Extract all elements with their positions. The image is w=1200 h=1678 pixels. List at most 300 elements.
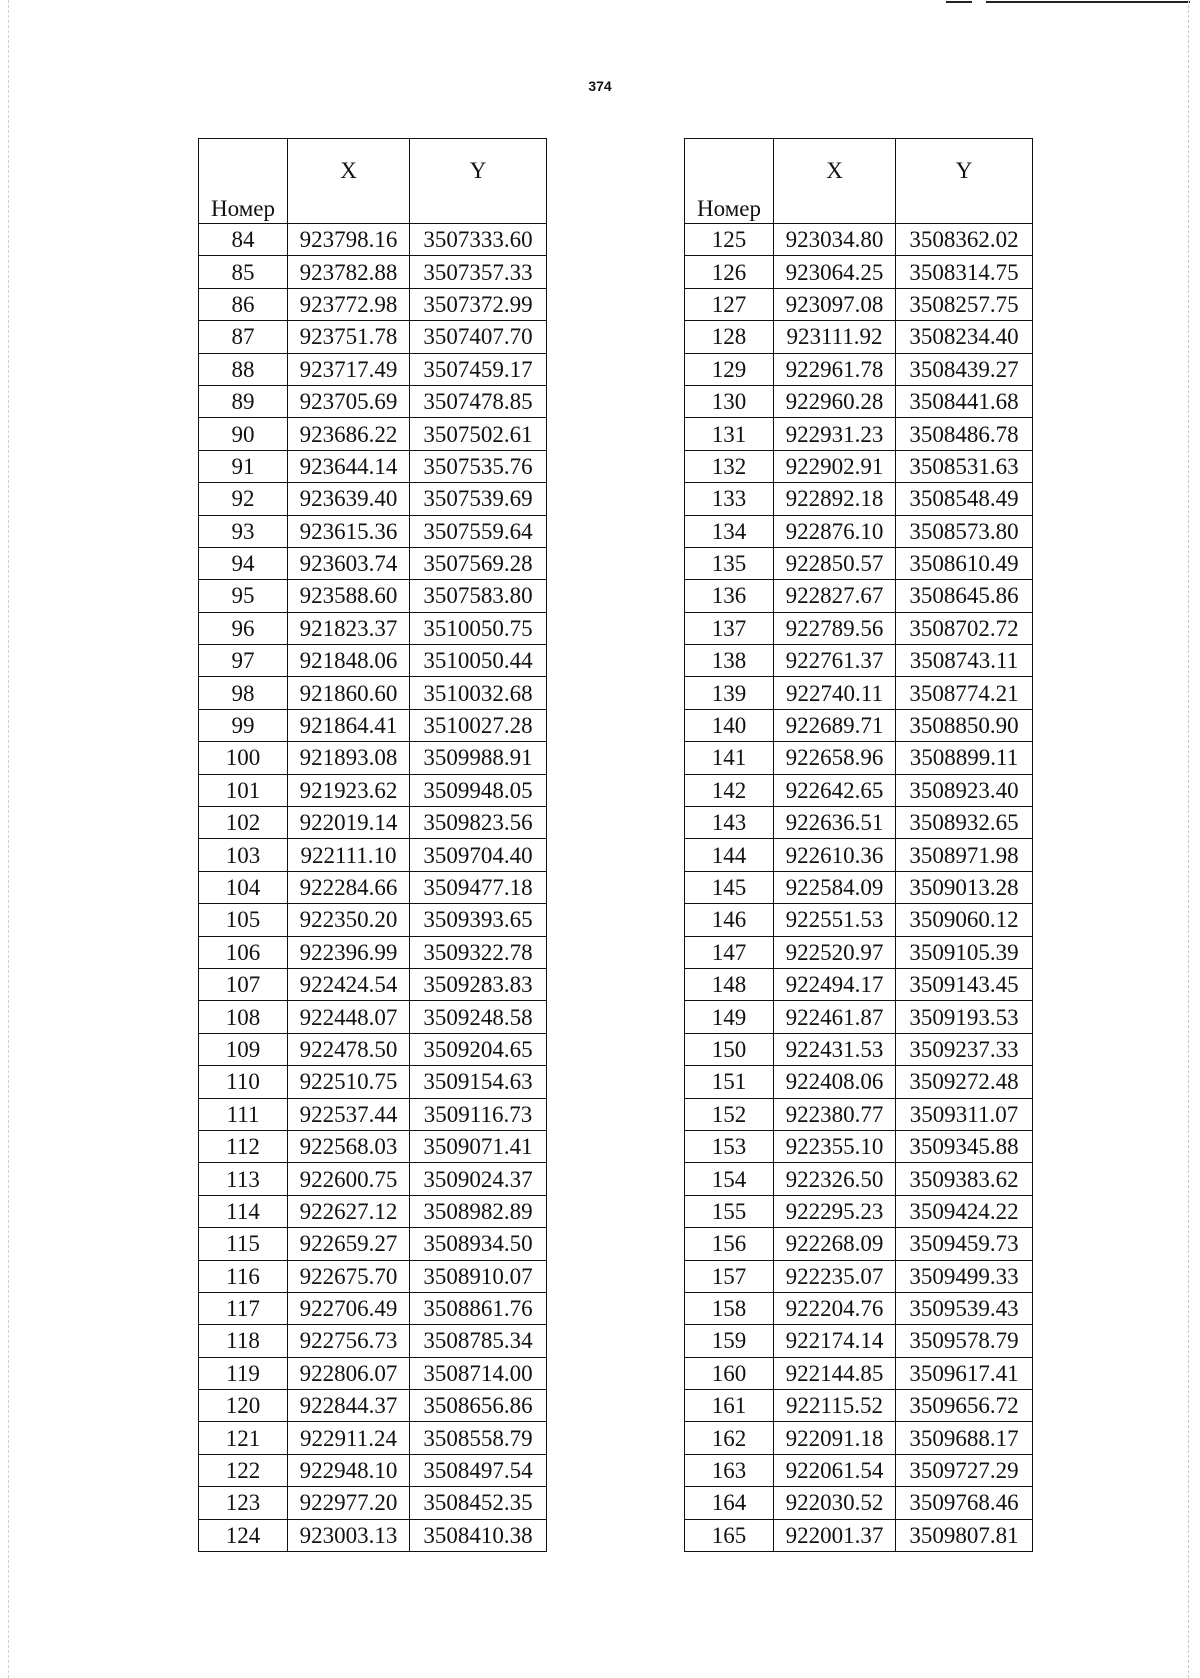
table-row bbox=[685, 807, 1033, 839]
cell-number: 130 bbox=[685, 385, 774, 417]
cell-number: 104 bbox=[199, 871, 288, 903]
table-body-left bbox=[199, 224, 547, 1552]
table-row bbox=[199, 871, 547, 903]
cell-number: 110 bbox=[199, 1066, 288, 1098]
header-number: Номер bbox=[685, 139, 774, 224]
cell-x: 922627.12 bbox=[288, 1195, 410, 1227]
cell-x: 922019.14 bbox=[288, 807, 410, 839]
table-row bbox=[685, 1454, 1033, 1486]
cell-x: 922740.11 bbox=[774, 677, 896, 709]
table-row bbox=[685, 353, 1033, 385]
cell-x: 922827.67 bbox=[774, 580, 896, 612]
cell-x: 923064.25 bbox=[774, 256, 896, 288]
table-row bbox=[685, 385, 1033, 417]
cell-y: 3507539.69 bbox=[410, 483, 547, 515]
coordinates-table-left bbox=[198, 138, 547, 1552]
table-row bbox=[685, 1195, 1033, 1227]
cell-number: 119 bbox=[199, 1357, 288, 1389]
cell-number: 98 bbox=[199, 677, 288, 709]
cell-x: 921860.60 bbox=[288, 677, 410, 709]
table-row bbox=[199, 547, 547, 579]
cell-x: 923686.22 bbox=[288, 418, 410, 450]
cell-number: 161 bbox=[685, 1390, 774, 1422]
cell-number: 146 bbox=[685, 904, 774, 936]
scan-right-edge bbox=[1188, 0, 1190, 1678]
cell-number: 140 bbox=[685, 709, 774, 741]
cell-y: 3508362.02 bbox=[896, 224, 1033, 256]
cell-x: 922600.75 bbox=[288, 1163, 410, 1195]
cell-y: 3508548.49 bbox=[896, 483, 1033, 515]
cell-number: 108 bbox=[199, 1001, 288, 1033]
table-row bbox=[199, 1325, 547, 1357]
cell-number: 149 bbox=[685, 1001, 774, 1033]
cell-y: 3509424.22 bbox=[896, 1195, 1033, 1227]
cell-number: 109 bbox=[199, 1033, 288, 1065]
table-row bbox=[199, 1130, 547, 1162]
table-row bbox=[685, 1260, 1033, 1292]
cell-x: 922510.75 bbox=[288, 1066, 410, 1098]
cell-number: 122 bbox=[199, 1454, 288, 1486]
table-row bbox=[685, 1519, 1033, 1551]
cell-y: 3508861.76 bbox=[410, 1292, 547, 1324]
cell-number: 145 bbox=[685, 871, 774, 903]
cell-x: 922892.18 bbox=[774, 483, 896, 515]
cell-y: 3509143.45 bbox=[896, 968, 1033, 1000]
table-row bbox=[199, 450, 547, 482]
cell-number: 99 bbox=[199, 709, 288, 741]
cell-x: 922478.50 bbox=[288, 1033, 410, 1065]
table-row bbox=[685, 871, 1033, 903]
cell-x: 922568.03 bbox=[288, 1130, 410, 1162]
cell-x: 922610.36 bbox=[774, 839, 896, 871]
table-row bbox=[199, 385, 547, 417]
cell-x: 922658.96 bbox=[774, 742, 896, 774]
table-row bbox=[685, 1228, 1033, 1260]
table-row bbox=[199, 709, 547, 741]
cell-number: 97 bbox=[199, 645, 288, 677]
header-y: Y bbox=[896, 139, 1033, 224]
table-row bbox=[199, 1454, 547, 1486]
cell-number: 112 bbox=[199, 1130, 288, 1162]
cell-x: 921823.37 bbox=[288, 612, 410, 644]
cell-number: 89 bbox=[199, 385, 288, 417]
cell-y: 3508774.21 bbox=[896, 677, 1033, 709]
cell-number: 126 bbox=[685, 256, 774, 288]
table-row bbox=[685, 547, 1033, 579]
table-row bbox=[685, 288, 1033, 320]
cell-number: 123 bbox=[199, 1487, 288, 1519]
cell-x: 922961.78 bbox=[774, 353, 896, 385]
cell-y: 3507535.76 bbox=[410, 450, 547, 482]
cell-number: 160 bbox=[685, 1357, 774, 1389]
table-row bbox=[685, 774, 1033, 806]
cell-x: 923772.98 bbox=[288, 288, 410, 320]
cell-number: 148 bbox=[685, 968, 774, 1000]
cell-x: 922520.97 bbox=[774, 936, 896, 968]
cell-y: 3509013.28 bbox=[896, 871, 1033, 903]
table-row bbox=[199, 807, 547, 839]
cell-number: 135 bbox=[685, 547, 774, 579]
cell-y: 3508610.49 bbox=[896, 547, 1033, 579]
cell-y: 3509499.33 bbox=[896, 1260, 1033, 1292]
table-row bbox=[199, 936, 547, 968]
cell-number: 88 bbox=[199, 353, 288, 385]
cell-x: 922876.10 bbox=[774, 515, 896, 547]
cell-y: 3507372.99 bbox=[410, 288, 547, 320]
table-row bbox=[199, 1098, 547, 1130]
cell-x: 922806.07 bbox=[288, 1357, 410, 1389]
cell-number: 84 bbox=[199, 224, 288, 256]
cell-x: 921923.62 bbox=[288, 774, 410, 806]
table-row bbox=[685, 1422, 1033, 1454]
cell-x: 923644.14 bbox=[288, 450, 410, 482]
table-row bbox=[199, 1390, 547, 1422]
cell-number: 101 bbox=[199, 774, 288, 806]
cell-number: 162 bbox=[685, 1422, 774, 1454]
table-row bbox=[199, 1260, 547, 1292]
cell-y: 3508234.40 bbox=[896, 321, 1033, 353]
cell-number: 132 bbox=[685, 450, 774, 482]
table-row bbox=[685, 677, 1033, 709]
cell-x: 922902.91 bbox=[774, 450, 896, 482]
cell-y: 3509807.81 bbox=[896, 1519, 1033, 1551]
cell-x: 923639.40 bbox=[288, 483, 410, 515]
table-row bbox=[685, 1357, 1033, 1389]
cell-number: 151 bbox=[685, 1066, 774, 1098]
cell-y: 3509578.79 bbox=[896, 1325, 1033, 1357]
cell-x: 922174.14 bbox=[774, 1325, 896, 1357]
cell-y: 3510032.68 bbox=[410, 677, 547, 709]
table-row bbox=[199, 1228, 547, 1260]
cell-x: 922424.54 bbox=[288, 968, 410, 1000]
cell-y: 3509024.37 bbox=[410, 1163, 547, 1195]
cell-y: 3510050.44 bbox=[410, 645, 547, 677]
table-row bbox=[685, 1033, 1033, 1065]
cell-x: 922284.66 bbox=[288, 871, 410, 903]
cell-x: 922761.37 bbox=[774, 645, 896, 677]
cell-number: 117 bbox=[199, 1292, 288, 1324]
cell-x: 922408.06 bbox=[774, 1066, 896, 1098]
cell-y: 3509459.73 bbox=[896, 1228, 1033, 1260]
table-row bbox=[199, 1033, 547, 1065]
table-row bbox=[199, 1357, 547, 1389]
cell-x: 922789.56 bbox=[774, 612, 896, 644]
cell-x: 923034.80 bbox=[774, 224, 896, 256]
cell-x: 922642.65 bbox=[774, 774, 896, 806]
cell-y: 3510027.28 bbox=[410, 709, 547, 741]
cell-number: 128 bbox=[685, 321, 774, 353]
cell-number: 125 bbox=[685, 224, 774, 256]
cell-number: 111 bbox=[199, 1098, 288, 1130]
cell-y: 3508441.68 bbox=[896, 385, 1033, 417]
cell-x: 923097.08 bbox=[774, 288, 896, 320]
cell-x: 922448.07 bbox=[288, 1001, 410, 1033]
cell-y: 3507459.17 bbox=[410, 353, 547, 385]
cell-y: 3508932.65 bbox=[896, 807, 1033, 839]
cell-number: 139 bbox=[685, 677, 774, 709]
table-row bbox=[685, 1098, 1033, 1130]
cell-number: 116 bbox=[199, 1260, 288, 1292]
cell-y: 3507407.70 bbox=[410, 321, 547, 353]
table-row bbox=[685, 450, 1033, 482]
table-row bbox=[685, 418, 1033, 450]
cell-number: 124 bbox=[199, 1519, 288, 1551]
cell-y: 3509060.12 bbox=[896, 904, 1033, 936]
cell-y: 3508314.75 bbox=[896, 256, 1033, 288]
cell-number: 102 bbox=[199, 807, 288, 839]
table-row bbox=[199, 1422, 547, 1454]
cell-x: 922494.17 bbox=[774, 968, 896, 1000]
table-row bbox=[685, 1292, 1033, 1324]
cell-x: 922001.37 bbox=[774, 1519, 896, 1551]
table-row bbox=[685, 612, 1033, 644]
cell-x: 922948.10 bbox=[288, 1454, 410, 1486]
cell-number: 164 bbox=[685, 1487, 774, 1519]
cell-x: 922584.09 bbox=[774, 871, 896, 903]
cell-number: 92 bbox=[199, 483, 288, 515]
cell-x: 922350.20 bbox=[288, 904, 410, 936]
table-row bbox=[685, 1001, 1033, 1033]
cell-y: 3507583.80 bbox=[410, 580, 547, 612]
cell-number: 100 bbox=[199, 742, 288, 774]
cell-x: 922144.85 bbox=[774, 1357, 896, 1389]
cell-x: 922431.53 bbox=[774, 1033, 896, 1065]
cell-y: 3508531.63 bbox=[896, 450, 1033, 482]
cell-number: 115 bbox=[199, 1228, 288, 1260]
header-x: X bbox=[774, 139, 896, 224]
cell-y: 3508702.72 bbox=[896, 612, 1033, 644]
cell-y: 3509688.17 bbox=[896, 1422, 1033, 1454]
cell-x: 921848.06 bbox=[288, 645, 410, 677]
cell-x: 922960.28 bbox=[774, 385, 896, 417]
cell-number: 156 bbox=[685, 1228, 774, 1260]
cell-y: 3509393.65 bbox=[410, 904, 547, 936]
cell-number: 87 bbox=[199, 321, 288, 353]
cell-number: 155 bbox=[685, 1195, 774, 1227]
table-row bbox=[685, 1390, 1033, 1422]
cell-y: 3509071.41 bbox=[410, 1130, 547, 1162]
cell-x: 922977.20 bbox=[288, 1487, 410, 1519]
cell-x: 922380.77 bbox=[774, 1098, 896, 1130]
table-header-row bbox=[685, 139, 1033, 224]
table-row bbox=[199, 677, 547, 709]
cell-x: 922204.76 bbox=[774, 1292, 896, 1324]
cell-x: 922295.23 bbox=[774, 1195, 896, 1227]
table-row bbox=[685, 936, 1033, 968]
cell-y: 3509539.43 bbox=[896, 1292, 1033, 1324]
cell-y: 3509617.41 bbox=[896, 1357, 1033, 1389]
header-y: Y bbox=[410, 139, 547, 224]
table-row bbox=[199, 418, 547, 450]
cell-y: 3509193.53 bbox=[896, 1001, 1033, 1033]
table-row bbox=[685, 1130, 1033, 1162]
cell-x: 922537.44 bbox=[288, 1098, 410, 1130]
cell-y: 3508656.86 bbox=[410, 1390, 547, 1422]
scan-artifact-rule bbox=[986, 1, 1190, 3]
table-row bbox=[685, 515, 1033, 547]
cell-x: 923603.74 bbox=[288, 547, 410, 579]
table-row bbox=[199, 515, 547, 547]
cell-number: 133 bbox=[685, 483, 774, 515]
cell-number: 90 bbox=[199, 418, 288, 450]
table-row bbox=[685, 321, 1033, 353]
table-row bbox=[199, 1001, 547, 1033]
cell-y: 3507357.33 bbox=[410, 256, 547, 288]
table-row bbox=[199, 353, 547, 385]
scan-artifact-rule-short bbox=[946, 1, 972, 3]
cell-number: 143 bbox=[685, 807, 774, 839]
cell-number: 121 bbox=[199, 1422, 288, 1454]
cell-y: 3508971.98 bbox=[896, 839, 1033, 871]
cell-y: 3508558.79 bbox=[410, 1422, 547, 1454]
cell-x: 922675.70 bbox=[288, 1260, 410, 1292]
cell-y: 3508452.35 bbox=[410, 1487, 547, 1519]
cell-number: 153 bbox=[685, 1130, 774, 1162]
table-row bbox=[685, 709, 1033, 741]
cell-y: 3508410.38 bbox=[410, 1519, 547, 1551]
scan-left-edge bbox=[8, 0, 10, 1678]
table-row bbox=[199, 1163, 547, 1195]
table-row bbox=[199, 839, 547, 871]
cell-y: 3509116.73 bbox=[410, 1098, 547, 1130]
table-row bbox=[685, 580, 1033, 612]
cell-y: 3509154.63 bbox=[410, 1066, 547, 1098]
table-row bbox=[685, 1163, 1033, 1195]
cell-y: 3509322.78 bbox=[410, 936, 547, 968]
cell-x: 922396.99 bbox=[288, 936, 410, 968]
cell-number: 120 bbox=[199, 1390, 288, 1422]
cell-y: 3509105.39 bbox=[896, 936, 1033, 968]
page-number: 374 bbox=[588, 78, 612, 94]
cell-x: 921893.08 bbox=[288, 742, 410, 774]
table-row bbox=[685, 256, 1033, 288]
cell-x: 922756.73 bbox=[288, 1325, 410, 1357]
cell-x: 923588.60 bbox=[288, 580, 410, 612]
cell-number: 95 bbox=[199, 580, 288, 612]
cell-y: 3508923.40 bbox=[896, 774, 1033, 806]
cell-x: 922551.53 bbox=[774, 904, 896, 936]
cell-number: 129 bbox=[685, 353, 774, 385]
cell-number: 137 bbox=[685, 612, 774, 644]
cell-y: 3508899.11 bbox=[896, 742, 1033, 774]
cell-y: 3509272.48 bbox=[896, 1066, 1033, 1098]
cell-x: 923782.88 bbox=[288, 256, 410, 288]
cell-number: 114 bbox=[199, 1195, 288, 1227]
table-header-row bbox=[199, 139, 547, 224]
cell-number: 85 bbox=[199, 256, 288, 288]
table-row bbox=[199, 321, 547, 353]
cell-y: 3508645.86 bbox=[896, 580, 1033, 612]
cell-y: 3507333.60 bbox=[410, 224, 547, 256]
table-row bbox=[199, 1487, 547, 1519]
table-row bbox=[199, 288, 547, 320]
table-row bbox=[199, 1519, 547, 1551]
cell-number: 144 bbox=[685, 839, 774, 871]
table-row bbox=[685, 904, 1033, 936]
cell-number: 105 bbox=[199, 904, 288, 936]
cell-x: 922111.10 bbox=[288, 839, 410, 871]
cell-number: 159 bbox=[685, 1325, 774, 1357]
cell-y: 3509311.07 bbox=[896, 1098, 1033, 1130]
cell-y: 3507502.61 bbox=[410, 418, 547, 450]
table-row bbox=[685, 742, 1033, 774]
header-x: X bbox=[288, 139, 410, 224]
cell-y: 3509237.33 bbox=[896, 1033, 1033, 1065]
cell-y: 3509727.29 bbox=[896, 1454, 1033, 1486]
table-body-right bbox=[685, 224, 1033, 1552]
cell-x: 922355.10 bbox=[774, 1130, 896, 1162]
cell-x: 922326.50 bbox=[774, 1163, 896, 1195]
cell-y: 3508439.27 bbox=[896, 353, 1033, 385]
cell-y: 3509948.05 bbox=[410, 774, 547, 806]
cell-y: 3508714.00 bbox=[410, 1357, 547, 1389]
cell-x: 923615.36 bbox=[288, 515, 410, 547]
cell-number: 86 bbox=[199, 288, 288, 320]
cell-number: 107 bbox=[199, 968, 288, 1000]
cell-y: 3509656.72 bbox=[896, 1390, 1033, 1422]
cell-y: 3508785.34 bbox=[410, 1325, 547, 1357]
cell-y: 3507559.64 bbox=[410, 515, 547, 547]
cell-y: 3509988.91 bbox=[410, 742, 547, 774]
cell-x: 922030.52 bbox=[774, 1487, 896, 1519]
cell-y: 3509204.65 bbox=[410, 1033, 547, 1065]
cell-x: 922659.27 bbox=[288, 1228, 410, 1260]
cell-number: 103 bbox=[199, 839, 288, 871]
table-row bbox=[199, 612, 547, 644]
cell-number: 163 bbox=[685, 1454, 774, 1486]
table-row bbox=[199, 774, 547, 806]
table-row bbox=[685, 483, 1033, 515]
cell-y: 3509248.58 bbox=[410, 1001, 547, 1033]
cell-number: 138 bbox=[685, 645, 774, 677]
cell-number: 96 bbox=[199, 612, 288, 644]
cell-x: 922115.52 bbox=[774, 1390, 896, 1422]
cell-number: 127 bbox=[685, 288, 774, 320]
cell-y: 3508910.07 bbox=[410, 1260, 547, 1292]
cell-x: 922235.07 bbox=[774, 1260, 896, 1292]
cell-x: 922061.54 bbox=[774, 1454, 896, 1486]
table-row bbox=[199, 1292, 547, 1324]
cell-number: 91 bbox=[199, 450, 288, 482]
cell-y: 3509345.88 bbox=[896, 1130, 1033, 1162]
cell-number: 165 bbox=[685, 1519, 774, 1551]
cell-number: 147 bbox=[685, 936, 774, 968]
table-row bbox=[685, 224, 1033, 256]
cell-x: 922706.49 bbox=[288, 1292, 410, 1324]
cell-number: 142 bbox=[685, 774, 774, 806]
cell-x: 922636.51 bbox=[774, 807, 896, 839]
cell-y: 3507478.85 bbox=[410, 385, 547, 417]
cell-x: 922911.24 bbox=[288, 1422, 410, 1454]
header-number: Номер bbox=[199, 139, 288, 224]
cell-number: 141 bbox=[685, 742, 774, 774]
cell-x: 922850.57 bbox=[774, 547, 896, 579]
table-row bbox=[685, 1066, 1033, 1098]
cell-y: 3510050.75 bbox=[410, 612, 547, 644]
cell-x: 923111.92 bbox=[774, 321, 896, 353]
cell-number: 134 bbox=[685, 515, 774, 547]
cell-y: 3508850.90 bbox=[896, 709, 1033, 741]
cell-y: 3509768.46 bbox=[896, 1487, 1033, 1519]
cell-x: 922268.09 bbox=[774, 1228, 896, 1260]
table-row bbox=[685, 645, 1033, 677]
table-row bbox=[199, 256, 547, 288]
cell-x: 922931.23 bbox=[774, 418, 896, 450]
cell-y: 3508573.80 bbox=[896, 515, 1033, 547]
cell-number: 152 bbox=[685, 1098, 774, 1130]
cell-number: 154 bbox=[685, 1163, 774, 1195]
cell-number: 106 bbox=[199, 936, 288, 968]
